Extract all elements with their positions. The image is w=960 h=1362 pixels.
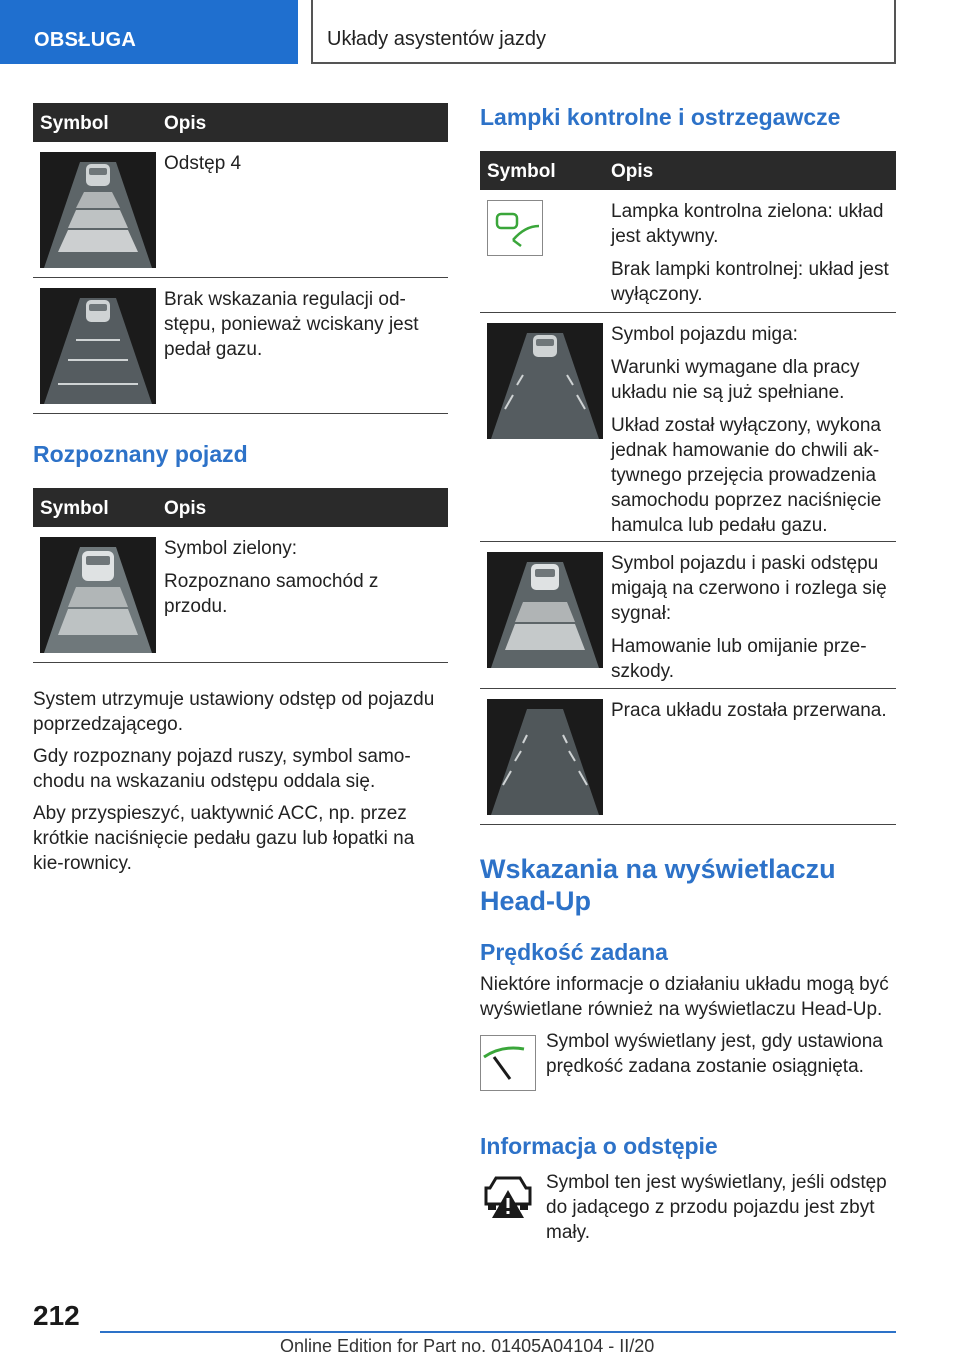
row-description bbox=[164, 536, 442, 627]
paragraph: System utrzymuje ustawiony odstęp od pojazdu poprzedzającego. bbox=[33, 689, 435, 735]
row-description: Brak wskazania regulacji od-stępu, ponieważ wciskany jest pedał gazu. bbox=[164, 289, 419, 360]
green-lamp-icon bbox=[487, 200, 543, 261]
page-number: 212 bbox=[33, 1300, 80, 1331]
col-desc-label: Opis bbox=[611, 161, 654, 182]
desc-line: Hamowanie lub omijanie prze-szkody. bbox=[611, 636, 867, 682]
table-row bbox=[480, 689, 896, 825]
desc-line: Rozpoznano samochód z przodu. bbox=[164, 571, 379, 617]
red-warning-vehicle-icon bbox=[487, 552, 603, 668]
paragraph: Aby przyspieszyć, uaktywnić ACC, np. przez krótkie naciśnięcie pedału gazu lub łopatki na kie-rownicy. bbox=[33, 803, 415, 874]
body-text bbox=[480, 972, 896, 1022]
table-header bbox=[33, 103, 448, 142]
col-symbol-label: Symbol bbox=[40, 498, 109, 519]
heading-lamps: Lampki kontrolne i ostrzegawcze bbox=[480, 104, 841, 130]
recognized-vehicle-icon bbox=[40, 537, 156, 653]
section-title: OBSŁUGA bbox=[34, 29, 137, 51]
row-description bbox=[611, 199, 890, 315]
desc-line: Brak lampki kontrolnej: układ jest wyłączony. bbox=[611, 259, 889, 305]
row-description bbox=[611, 698, 890, 731]
chapter-title: Układy asystentów jazdy bbox=[327, 28, 546, 50]
heading-distance-info: Informacja o odstępie bbox=[480, 1133, 718, 1159]
col-desc-label: Opis bbox=[164, 113, 207, 134]
right-column bbox=[480, 104, 896, 1252]
table-row bbox=[33, 278, 448, 414]
col-desc-label: Opis bbox=[164, 498, 207, 519]
table-row bbox=[480, 190, 896, 313]
desc-line: Praca układu została przerwana. bbox=[611, 700, 887, 721]
speed-icon-text: Symbol wyświetlany jest, gdy ustawiona prędkość zadana zostanie osiągnięta. bbox=[546, 1031, 883, 1077]
body-text bbox=[33, 687, 448, 876]
distance-icon-block bbox=[480, 1170, 896, 1252]
no-distance-icon bbox=[40, 288, 156, 404]
desc-line: Układ został wyłączony, wykona jednak hamowanie do chwili ak-tywnego przejęcia prowadzenia samochodu poprzez naciśnięcie hamulca lub pedału gazu. bbox=[611, 415, 882, 536]
system-interrupted-icon bbox=[487, 699, 603, 815]
desc-line: Lampka kontrolna zielona: układ jest aktywny. bbox=[611, 201, 884, 247]
section-tab bbox=[0, 0, 298, 64]
edition-note: Online Edition for Part no. 01405A04104 - II/20 bbox=[280, 1336, 655, 1356]
table-row bbox=[33, 527, 448, 663]
speed-reached-icon bbox=[480, 1035, 536, 1096]
chapter-box bbox=[311, 0, 896, 64]
speed-icon-block bbox=[480, 1029, 896, 1111]
table-row bbox=[480, 313, 896, 542]
table-row bbox=[33, 142, 448, 278]
left-column bbox=[33, 103, 448, 883]
col-symbol-label: Symbol bbox=[487, 161, 556, 182]
table-row bbox=[480, 542, 896, 689]
table-header bbox=[33, 488, 448, 527]
table-header bbox=[480, 151, 896, 190]
footer-divider bbox=[100, 1331, 896, 1333]
desc-line: Symbol pojazdu miga: bbox=[611, 324, 798, 345]
row-description bbox=[611, 322, 890, 546]
desc-line: Symbol zielony: bbox=[164, 538, 298, 559]
desc-line: Warunki wymagane dla pracy układu nie są już spełniane. bbox=[611, 357, 860, 403]
paragraph: Gdy rozpoznany pojazd ruszy, symbol samo-chodu na wskazaniu odstępu oddala się. bbox=[33, 746, 411, 792]
desc-line: Symbol pojazdu i paski odstępu migają na czerwono i rozlega się sygnał: bbox=[611, 553, 887, 624]
row-description: Odstęp 4 bbox=[164, 153, 242, 174]
heading-recognized-vehicle: Rozpoznany pojazd bbox=[33, 441, 248, 467]
heading-hud: Wskazania na wyświetlaczu Head-Up bbox=[480, 854, 836, 916]
col-symbol-label: Symbol bbox=[40, 113, 109, 134]
row-description bbox=[611, 551, 890, 692]
vehicle-flashing-icon bbox=[487, 323, 603, 439]
heading-set-speed: Prędkość zadana bbox=[480, 939, 668, 965]
paragraph: Niektóre informacje o działaniu układu mogą być wyświetlane również na wyświetlaczu Head-Up. bbox=[480, 974, 889, 1020]
distance-icon-text: Symbol ten jest wyświetlany, jeśli odstęp do jadącego z przodu pojazdu jest zbyt mały. bbox=[546, 1172, 887, 1243]
distance-warning-icon bbox=[480, 1172, 536, 1233]
distance-4-icon bbox=[40, 152, 156, 268]
